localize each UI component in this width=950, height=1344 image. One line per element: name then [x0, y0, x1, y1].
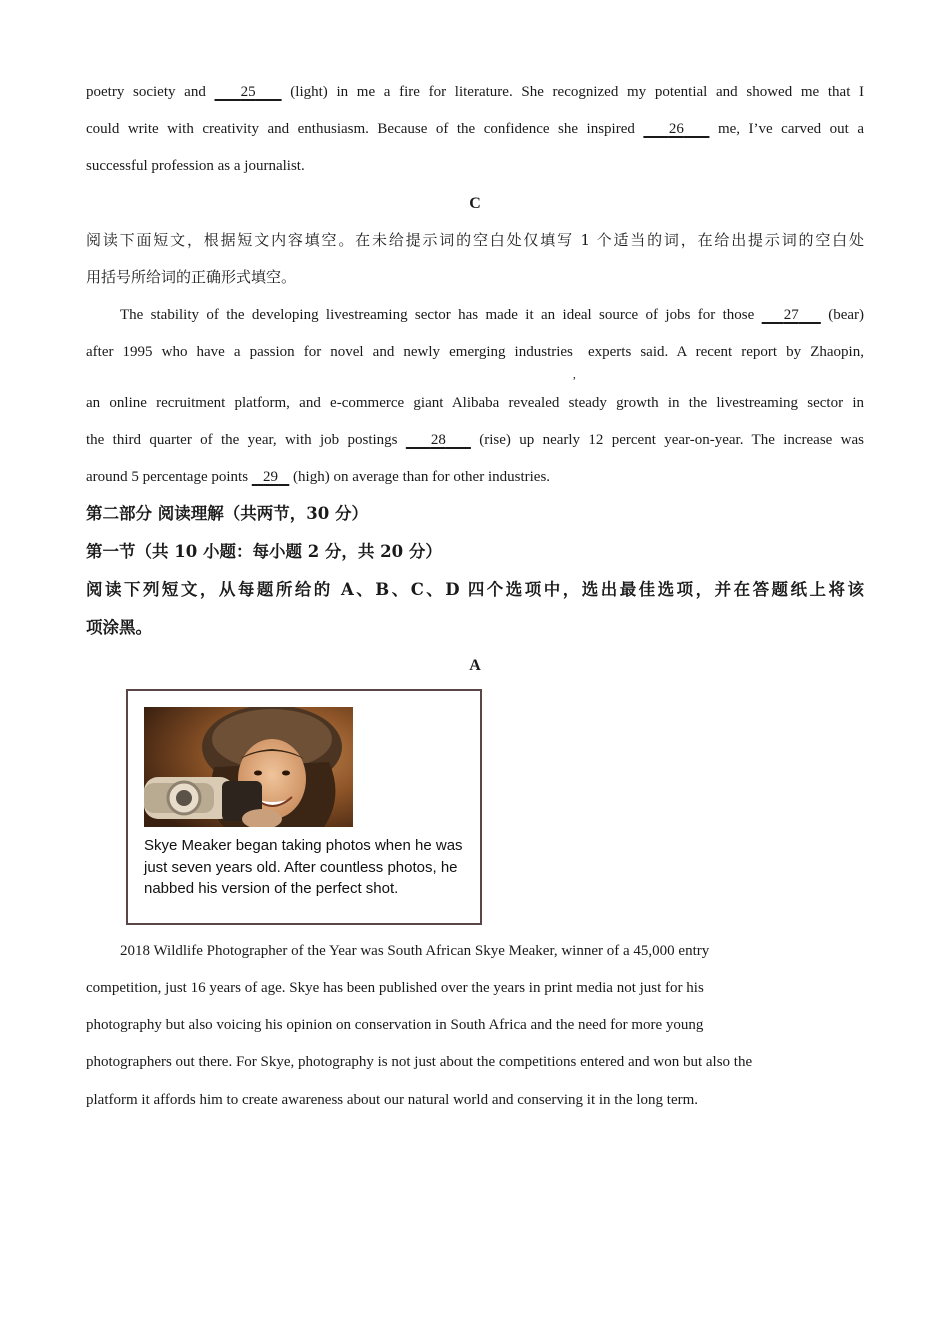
blank-27: 27: [783, 307, 799, 323]
passage-a-label: A: [469, 657, 481, 674]
passage-b-line-1: poetry society and 25 (light) in me a fire for literature. She recognized my potential and showed me that I: [86, 84, 865, 100]
section-c-line-3: an online recruitment platform, and e-commerce giant Alibaba revealed steady growth in the livestreaming sector in: [86, 395, 864, 411]
part-two-instruction-1: 阅读下列短文，从每题所给的 A、B、C、D 四个选项中，选出最佳选项，并在答题纸上将该: [86, 580, 864, 599]
section-c-line-4: the third quarter of the year, with job postings 28 (rise) up nearly 12 percent year-on-year. The increase was: [86, 432, 864, 448]
passage-a-line-2: competition, just 16 years of age. Skye has been published over the years in print media not just for his: [86, 980, 704, 996]
section-c-line-1: The stability of the developing livestreaming sector has made it an ideal source of jobs for those 27 (bear): [120, 307, 865, 323]
section-c-instruction-2: 用括号所给词的正确形式填空。: [86, 268, 297, 286]
part-two-instruction-2: 项涂黑。: [86, 618, 152, 637]
passage-b-line-2: could write with creativity and enthusiasm. Because of the confidence she inspired 26 me, I’ve carved out a: [86, 121, 864, 137]
passage-b-line-3: successful profession as a journalist.: [86, 158, 305, 174]
photographer-illustration: [144, 707, 353, 827]
passage-a-line-3: photography but also voicing his opinion on conservation in South Africa and the need for more young: [86, 1017, 704, 1033]
blank-28: 28: [430, 432, 446, 448]
blank-29: 29: [263, 469, 279, 485]
section-c-line-2: after 1995 who have a passion for novel and newly emerging industries , experts said. A recent report by Zhaopin,: [86, 342, 864, 362]
stray-comma: ,: [572, 367, 576, 381]
blank-25: 25: [240, 84, 256, 100]
blank-26: 26: [668, 121, 684, 137]
passage-a-line-4: photographers out there. For Skye, photography is not just about the competitions entered and won but also the: [86, 1054, 753, 1070]
passage-a-line-1: 2018 Wildlife Photographer of the Year was South African Skye Meaker, winner of a 45,000 entry: [120, 943, 710, 959]
photographer-photo: [144, 707, 353, 827]
passage-a-line-5: platform it affords him to create awareness about our natural world and conserving it in the long term.: [86, 1092, 699, 1108]
part-two-heading: 第二部分 阅读理解（共两节，30 分）: [86, 504, 368, 523]
section-c-label: C: [469, 195, 481, 212]
section-c-line-5: around 5 percentage points 29 (high) on average than for other industries.: [86, 469, 551, 485]
section-c-instruction-1: 阅读下面短文，根据短文内容填空。在未给提示词的空白处仅填写 1 个适当的词，在给出提示词的空白处: [86, 231, 864, 249]
photo-caption: Skye Meaker began taking photos when he was just seven years old. After countless photos, he nabbed his version of the perfect shot.: [144, 837, 463, 897]
section-one-heading: 第一节（共 10 小题：每小题 2 分，共 20 分）: [86, 542, 442, 561]
photo-figure: [126, 689, 482, 925]
